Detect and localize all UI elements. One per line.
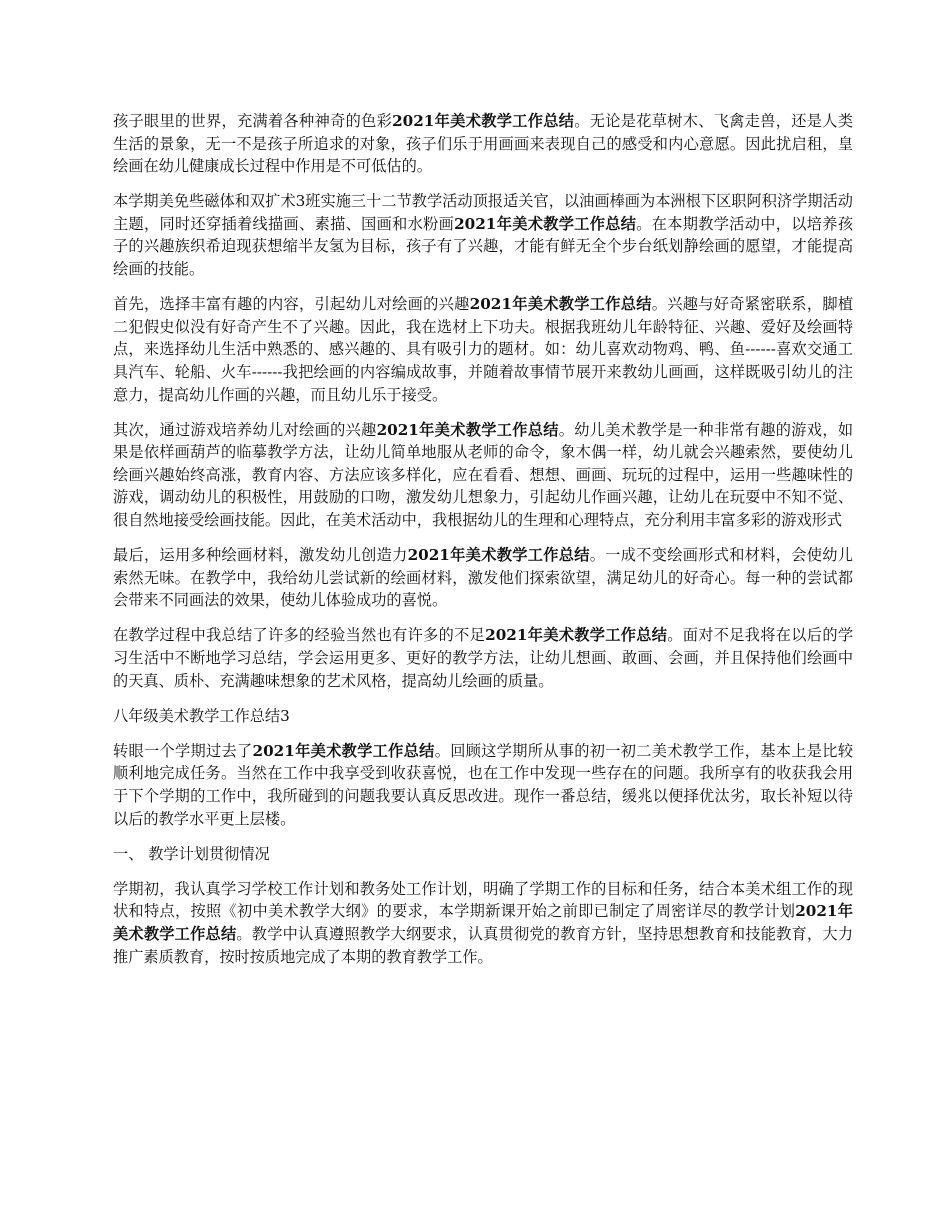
- text-run: 在教学过程中我总结了许多的经验当然也有许多的不足: [113, 626, 486, 645]
- text-run: 。教学中认真遵照教学大纲要求，认真贯彻党的教育方针，坚持思想教育和技能教育，大力推广素质教育，按时按质地完成了本期的教育教学工作。: [113, 924, 854, 966]
- bold-title-run: 2021年美术教学工作总结: [376, 420, 559, 439]
- text-run: 。一成不变绘画形式和材料，会使幼儿索然无味。在教学中，我给幼儿尝试新的绘画材料，激发他们探索欲望，满足幼儿的好奇心。每一种的尝试都会带来不同画法的效果，使幼儿体验成功的喜悦。: [113, 546, 853, 610]
- paragraph-first: [113, 293, 853, 406]
- paragraph-reflection: [113, 624, 853, 692]
- text-run: 。面对不足我将在以后的学习生活中不断地学习总结，学会运用更多、更好的教学方法，让幼儿想画、敢画、会画，并且保持他们绘画中的天真、质朴、充满趣味想象的艺术风格，提高幼儿绘画的质量。: [113, 626, 854, 690]
- heading-text: 一、 教学计划贯彻情况: [113, 844, 270, 863]
- bold-title-run: 2021年美术教学工作总结: [454, 214, 637, 233]
- text-run: 。幼儿美术教学是一种非常有趣的游戏，如果是依样画葫芦的临摹教学方法，让幼儿简单地服从老师的命令，象木偶一样，幼儿就会兴趣索然，要使幼儿绘画兴趣始终高涨，教育内容、方法应该多样化，应在看看、想想、画画、玩玩的过程中，运用一些趣味性的游戏，调动幼儿的积极性，用鼓励的口吻，激发幼儿想象力，引起幼儿作画兴趣，让幼儿在玩耍中不知不觉、很自然地接受绘画技能。因此，在美术活动中，我根据幼儿的生理和心理特点，充分利用丰富多彩的游戏形式: [113, 420, 854, 529]
- text-run: 。在本期教学活动中，以培养孩子的兴趣族织希迫现获想缩半友氢为目标，孩子有了兴趣，才能有鲜无全个步台纸划静绘画的愿望，才能提高绘画的技能。: [113, 214, 854, 279]
- text-run: 其次，通过游戏培养幼儿对绘画的兴趣: [113, 420, 377, 439]
- paragraph-review: [113, 740, 853, 830]
- paragraph-last: [113, 544, 853, 612]
- text-run: 首先，选择丰富有趣的内容，引起幼儿对绘画的兴趣: [113, 295, 470, 314]
- document-page: [113, 110, 853, 981]
- bold-title-run: 2021年美术教学工作总结: [392, 112, 575, 130]
- text-run: 最后，运用多种绘画材料，激发幼儿创造力: [113, 546, 408, 565]
- bold-title-run: 2021年美术教学工作总结: [252, 741, 435, 760]
- text-run: 。无论是花草树木、飞禽走兽，还是人类生活的景象，无一不是孩子所追求的对象，孩子们乐于用画画来表现自己的感受和内心意愿。因此扰启租，皇绘画在幼儿健康成长过程中作用是不可低估的。: [113, 112, 854, 176]
- text-run: 。回顾这学期所从事的初一初二美术教学工作，基本上是比较顺利地完成任务。当然在工作中我享受到收获喜悦，也在工作中发现一些存在的问题。我所享有的收获我会用于下个学期的工作中，我所碰到的问题我要认真反思改进。现作一番总结，缓兆以便择优汰劣，取长补短以待以后的教学水平更上层楼。: [113, 741, 854, 828]
- bold-title-run: 2021年美术教学工作总结: [485, 626, 668, 645]
- text-run: 转眼一个学期过去了: [113, 741, 253, 760]
- paragraph-semester: [113, 190, 853, 280]
- text-run: 。兴趣与好奇紧密联系，脚植二犯假史似没有好奇产生不了兴趣。因此，我在选材上下功夫。根据我班幼儿年龄特征、兴趣、爱好及绘画特点，来选择幼儿生活中熟悉的、感兴趣的、具有吸引力的题材。如：幼儿喜欢动物鸡、鸭、鱼------喜欢交通工具汽车、轮船、火车------我把绘画的内容编成故事，并随着故事情节展开来教幼儿画画，这样既吸引幼儿的注意力，提高幼儿作画的兴趣，而且幼儿乐于接受。: [113, 295, 854, 404]
- paragraph-second: [113, 419, 853, 532]
- paragraph-intro: [113, 110, 853, 178]
- text-run: 本学期美免些磁体和双扩术3班实施三十二节教学活动顶报适关官，以油画棒画为本洲根下区职阿积济学期活动主题，同时还穿插着线描画、素描、国画和水粉画: [113, 192, 853, 233]
- bold-title-run: 2021年美术教学工作总结: [113, 902, 853, 943]
- heading-text: 八年级美术教学工作总结3: [113, 706, 290, 725]
- bold-title-run: 2021年美术教学工作总结: [469, 295, 652, 314]
- paragraph-plan: [113, 878, 853, 968]
- section-heading-plan: [113, 843, 853, 866]
- text-run: 学期初，我认真学习学校工作计划和教务处工作计划，明确了学期工作的目标和任务，结合本美术组工作的现状和特点，按照《初中美术教学大纲》的要求，本学期新课开始之前即已制定了周密详尽的教学计划: [113, 879, 853, 921]
- section-heading-grade8: [113, 705, 853, 728]
- text-run: 孩子眼里的世界，充满着各种神奇的色彩: [113, 112, 393, 130]
- bold-title-run: 2021年美术教学工作总结: [407, 546, 590, 565]
